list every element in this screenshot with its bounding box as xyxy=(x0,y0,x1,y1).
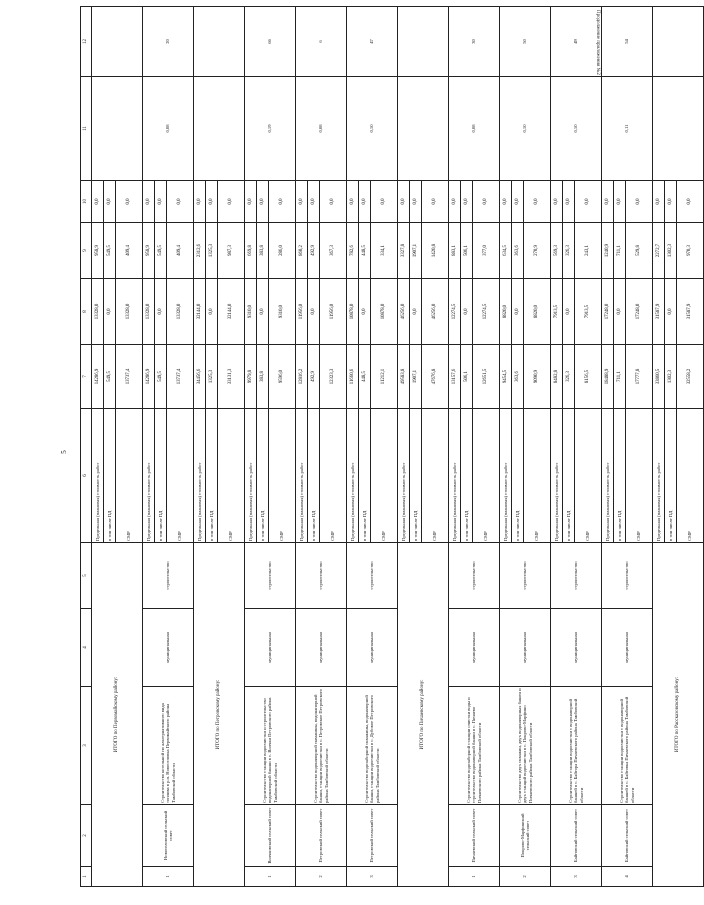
value-cell: 448,5 xyxy=(359,345,371,409)
object-name: Строительство водозаборной скважины, водонапорной башни, станции водоочистки в с. Дубовое Петровского района Тамбовской области xyxy=(347,687,398,805)
work-type: строительство xyxy=(449,543,500,609)
district-total-label: ИТОГО по Рассказовскому району: xyxy=(653,543,704,887)
ownership-type: муниципальная xyxy=(143,609,194,687)
indicator-cell: 30 xyxy=(449,7,500,77)
value-cell: 49583,8 xyxy=(398,345,410,409)
cost-type-label: в том числе ПД xyxy=(257,409,269,543)
value-cell: 549,5 xyxy=(155,223,167,279)
indicator-cell: 66 xyxy=(245,7,296,77)
value-cell: 549,5 xyxy=(104,345,116,409)
column-number: 3 xyxy=(81,687,92,805)
value-cell: 31587,9 xyxy=(677,279,704,345)
table-row xyxy=(398,7,410,887)
value-cell: 0,0 xyxy=(116,181,143,223)
district-total-label: ИТОГО по Первомайскому району: xyxy=(92,543,143,887)
value-cell: 1240,9 xyxy=(602,223,614,279)
value-cell: 0,0 xyxy=(602,181,614,223)
value-cell: 14286,9 xyxy=(92,345,104,409)
value-cell: 367,3 xyxy=(320,223,347,279)
object-name: Строительство водозаборной станции очистки воды и строительство водонапорной башни в с. Пичаево Пичаевского района Тамбовской области xyxy=(449,687,500,805)
cost-type-label: Предельная (плановая) стоимость работ xyxy=(449,409,461,543)
empty-cell xyxy=(194,7,245,77)
value-cell: 9979,8 xyxy=(245,345,257,409)
column-number: 10 xyxy=(81,181,92,223)
value-cell: 0,0 xyxy=(512,279,524,345)
value-cell: 2272,7 xyxy=(653,223,665,279)
column-number: 8 xyxy=(81,279,92,345)
settlement-name: Петровский сельский совет xyxy=(296,805,347,867)
cost-type-label: СМР xyxy=(167,409,194,543)
value-cell: 0,0 xyxy=(296,181,308,223)
value-cell: 12816,2 xyxy=(296,345,308,409)
value-cell: 0,0 xyxy=(512,181,524,223)
cost-type-label: в том числе ПД xyxy=(512,409,524,543)
table-row xyxy=(500,7,512,887)
value-cell: 634,5 xyxy=(500,223,512,279)
value-cell: 1302,3 xyxy=(665,223,677,279)
ownership-type: муниципальная xyxy=(602,609,653,687)
value-cell: 17248,0 xyxy=(626,279,653,345)
column-number: 6 xyxy=(81,409,92,543)
column-number: 11 xyxy=(81,77,92,181)
page-number: 5 xyxy=(59,450,68,454)
value-cell: 0,0 xyxy=(269,181,296,223)
cost-type-label: Предельная (плановая) стоимость работ xyxy=(92,409,104,543)
value-cell: 0,0 xyxy=(626,181,653,223)
value-cell: 32144,0 xyxy=(218,279,245,345)
value-cell: 13157,6 xyxy=(449,345,461,409)
construction-table xyxy=(80,6,704,887)
value-cell: 492,9 xyxy=(308,223,320,279)
value-cell: 34456,6 xyxy=(194,345,206,409)
cost-type-label: СМР xyxy=(269,409,296,543)
value-cell: 0,0 xyxy=(563,181,575,223)
value-cell: 0,0 xyxy=(614,181,626,223)
value-cell: 377,0 xyxy=(473,223,500,279)
value-cell: 383,8 xyxy=(257,223,269,279)
value-cell: 0,0 xyxy=(410,279,422,345)
value-cell: 782,6 xyxy=(347,223,359,279)
cost-type-label: СМР xyxy=(524,409,551,543)
value-cell: 9596,0 xyxy=(269,345,296,409)
ownership-type: муниципальная xyxy=(551,609,602,687)
object-name: Строительство станции водоочистки с водонапорной башней в с. Байговка Пичаевского района Тамбовской области xyxy=(602,687,653,805)
value-cell: 32144,0 xyxy=(194,279,206,345)
value-cell: 13328,0 xyxy=(167,279,194,345)
value-cell: 0,0 xyxy=(155,279,167,345)
cost-type-label: СМР xyxy=(677,409,704,543)
cost-type-label: Предельная (плановая) стоимость работ xyxy=(194,409,206,543)
cost-type-label: СМР xyxy=(422,409,449,543)
value-cell: 326,3 xyxy=(563,223,575,279)
value-cell: 46256,0 xyxy=(398,279,410,345)
table-row xyxy=(194,7,206,887)
value-cell: 0,0 xyxy=(308,279,320,345)
object-name: Строительство водонапорной скважины, водонапорной башни, станции водоочистки в с. Петровское Петровского района Тамбовской области xyxy=(296,687,347,805)
value-cell: 13328,0 xyxy=(143,279,155,345)
empty-cell xyxy=(398,77,449,181)
settlement-name: Байговский сельский совет xyxy=(551,805,602,867)
indicator-cell: 20 xyxy=(143,7,194,77)
indicator-cell: 54 xyxy=(602,7,653,77)
value-cell: 0,0 xyxy=(665,279,677,345)
value-cell: 0,0 xyxy=(665,181,677,223)
empty-cell xyxy=(92,77,143,181)
district-total-label: ИТОГО по Петровскому району: xyxy=(194,543,245,887)
value-cell: 506,1 xyxy=(461,223,473,279)
value-cell: 0,0 xyxy=(524,181,551,223)
value-cell: 669,8 xyxy=(245,223,257,279)
value-cell: 0,0 xyxy=(104,279,116,345)
value-cell: 32558,2 xyxy=(677,345,704,409)
cost-type-label: Предельная (плановая) стоимость работ xyxy=(296,409,308,543)
cost-type-label: СМР xyxy=(218,409,245,543)
value-cell: 286,0 xyxy=(269,223,296,279)
column-number: 1 xyxy=(81,867,92,887)
value-cell: 31587,9 xyxy=(653,279,665,345)
value-cell: 409,4 xyxy=(116,223,143,279)
value-cell: 0,0 xyxy=(218,181,245,223)
object-number: 3 xyxy=(551,867,602,887)
value-cell: 270,9 xyxy=(524,223,551,279)
value-cell: 0,0 xyxy=(410,181,422,223)
value-cell: 448,5 xyxy=(359,223,371,279)
value-cell: 0,0 xyxy=(473,181,500,223)
cost-type-label: в том числе ПД xyxy=(563,409,575,543)
object-number: 2 xyxy=(296,867,347,887)
value-cell: 363,6 xyxy=(512,345,524,409)
cost-type-label: в том числе ПД xyxy=(308,409,320,543)
value-cell: 46256,0 xyxy=(422,279,449,345)
value-cell: 8482,8 xyxy=(551,345,563,409)
value-cell: 0,0 xyxy=(155,181,167,223)
table-row xyxy=(143,7,155,887)
object-name: Строительство котельной по альтернативного вида топлива в р.п. Новоселовка Первомайского района Тамбовской области xyxy=(143,687,194,805)
value-cell: 0,0 xyxy=(347,181,359,223)
object-name: Строительство станции водоочистки и строительство водонапорной башни в с. Волчки Петровского района Тамбовской области xyxy=(245,687,296,805)
value-cell: 987,3 xyxy=(218,223,245,279)
cost-type-label: Предельная (плановая) стоимость работ xyxy=(551,409,563,543)
object-number: 1 xyxy=(143,867,194,887)
ownership-type: муниципальная xyxy=(296,609,347,687)
district-total-label: ИТОГО по Пичаевскому району: xyxy=(398,543,449,887)
value-cell: 14286,9 xyxy=(143,345,155,409)
cost-type-label: в том числе ПД xyxy=(614,409,626,543)
value-cell: 0,0 xyxy=(398,181,410,223)
cost-type-label: в том числе ПД xyxy=(155,409,167,543)
work-type: строительство xyxy=(551,543,602,609)
settlement-name: Новоселовский сельский совет xyxy=(143,805,194,867)
empty-cell xyxy=(653,7,704,77)
value-cell: 13328,0 xyxy=(92,279,104,345)
value-cell: 0,0 xyxy=(320,181,347,223)
indicator-cell: 0,10 xyxy=(347,77,398,181)
table-row xyxy=(551,7,563,887)
value-cell: 0,0 xyxy=(257,181,269,223)
indicator-cell: 0,10 xyxy=(500,77,551,181)
cost-type-label: СМР xyxy=(575,409,602,543)
value-cell: 2312,6 xyxy=(194,223,206,279)
cost-type-label: в том числе ПД xyxy=(410,409,422,543)
table-row xyxy=(602,7,614,887)
indicator-cell: 0,08 xyxy=(143,77,194,181)
value-cell: 12323,3 xyxy=(320,345,347,409)
indicator-cell: 6 xyxy=(296,7,347,77)
value-cell: 11212,1 xyxy=(371,345,398,409)
value-cell: 8820,0 xyxy=(524,279,551,345)
cost-type-label: СМР xyxy=(626,409,653,543)
value-cell: 0,0 xyxy=(167,181,194,223)
column-number: 4 xyxy=(81,609,92,687)
value-cell: 0,0 xyxy=(653,181,665,223)
value-cell: 383,8 xyxy=(257,345,269,409)
value-cell: 409,4 xyxy=(167,223,194,279)
value-cell: 0,0 xyxy=(245,181,257,223)
value-cell: 9310,0 xyxy=(245,279,257,345)
value-cell: 10878,0 xyxy=(347,279,359,345)
rotated-table-frame xyxy=(80,7,693,887)
value-cell: 970,3 xyxy=(677,223,704,279)
settlement-name: Пичаевский сельский совет xyxy=(449,805,500,867)
value-cell: 0,0 xyxy=(194,181,206,223)
table-body xyxy=(81,7,704,887)
indicator-cell: 50 xyxy=(500,7,551,77)
value-cell: 33131,3 xyxy=(218,345,245,409)
value-cell: 17777,8 xyxy=(626,345,653,409)
value-cell: 883,1 xyxy=(449,223,461,279)
value-cell: 0,0 xyxy=(500,181,512,223)
empty-cell xyxy=(398,7,449,77)
indicator-cell: 0,08 xyxy=(449,77,500,181)
settlement-name: Байговский сельский совет xyxy=(602,805,653,867)
work-type: строительство xyxy=(143,543,194,609)
column-number: 2 xyxy=(81,805,92,867)
value-cell: 0,0 xyxy=(206,181,218,223)
value-cell: 9090,9 xyxy=(524,345,551,409)
value-cell: 13737,4 xyxy=(116,345,143,409)
cost-type-label: СМР xyxy=(371,409,398,543)
value-cell: 0,0 xyxy=(422,181,449,223)
value-cell: 12274,5 xyxy=(473,279,500,345)
value-cell: 11956,0 xyxy=(320,279,347,345)
value-cell: 569,3 xyxy=(551,223,563,279)
work-type: строительство xyxy=(245,543,296,609)
value-cell: 363,6 xyxy=(512,223,524,279)
cost-type-label: СМР xyxy=(320,409,347,543)
value-cell: 1325,3 xyxy=(206,345,218,409)
cost-type-label: в том числе ПД xyxy=(665,409,677,543)
object-number: 1 xyxy=(245,867,296,887)
ownership-type: муниципальная xyxy=(347,609,398,687)
empty-cell xyxy=(194,77,245,181)
value-cell: 1325,3 xyxy=(206,223,218,279)
work-type: строительство xyxy=(602,543,653,609)
cost-type-label: Предельная (плановая) стоимость работ xyxy=(602,409,614,543)
object-number: 2 xyxy=(500,867,551,887)
value-cell: 958,9 xyxy=(92,223,104,279)
object-name: Строительство двух скважин, двух водонапорных башен и двух станций водоочистки в с. Покрово-Марфино Пичаевского района Тамбовской области xyxy=(500,687,551,805)
cost-type-label: Предельная (плановая) стоимость работ xyxy=(347,409,359,543)
cost-type-label: Предельная (плановая) стоимость работ xyxy=(245,409,257,543)
value-cell: 12274,5 xyxy=(449,279,461,345)
work-type: строительство xyxy=(347,543,398,609)
value-cell: 0,0 xyxy=(359,181,371,223)
cost-type-label: в том числе ПД xyxy=(104,409,116,543)
value-cell: 1907,1 xyxy=(410,345,422,409)
value-cell: 958,9 xyxy=(143,223,155,279)
indicator-cell: 47 xyxy=(347,7,398,77)
work-type: строительство xyxy=(500,543,551,609)
value-cell: 492,9 xyxy=(308,345,320,409)
appendix-label: Продолжение приложения №2 xyxy=(595,10,600,75)
settlement-name: Волчковский сельский совет xyxy=(245,805,296,867)
table-row xyxy=(81,7,92,887)
value-cell: 3327,8 xyxy=(398,223,410,279)
value-cell: 11660,6 xyxy=(347,345,359,409)
value-cell: 8820,0 xyxy=(500,279,512,345)
value-cell: 1420,8 xyxy=(422,223,449,279)
value-cell: 711,1 xyxy=(614,223,626,279)
value-cell: 0,0 xyxy=(677,181,704,223)
value-cell: 1907,1 xyxy=(410,223,422,279)
settlement-name: Петровский сельский совет xyxy=(347,805,398,867)
value-cell: 17248,0 xyxy=(602,279,614,345)
value-cell: 334,1 xyxy=(371,223,398,279)
value-cell: 0,0 xyxy=(551,181,563,223)
value-cell: 9310,0 xyxy=(269,279,296,345)
cost-type-label: СМР xyxy=(473,409,500,543)
value-cell: 0,0 xyxy=(614,279,626,345)
cost-type-label: Предельная (плановая) стоимость работ xyxy=(653,409,665,543)
value-cell: 860,2 xyxy=(296,223,308,279)
value-cell: 33860,5 xyxy=(653,345,665,409)
cost-type-label: в том числе ПД xyxy=(206,409,218,543)
table-row xyxy=(92,7,104,887)
value-cell: 11956,0 xyxy=(296,279,308,345)
cost-type-label: Предельная (плановая) стоимость работ xyxy=(500,409,512,543)
indicator-cell: 0,10 xyxy=(551,77,602,181)
value-cell: 8156,5 xyxy=(575,345,602,409)
value-cell: 0,0 xyxy=(359,279,371,345)
value-cell: 549,5 xyxy=(104,223,116,279)
table-row xyxy=(449,7,461,887)
value-cell: 0,0 xyxy=(461,279,473,345)
cost-type-label: в том числе ПД xyxy=(461,409,473,543)
value-cell: 7913,5 xyxy=(551,279,563,345)
value-cell: 711,1 xyxy=(614,345,626,409)
indicator-cell: 0,19 xyxy=(245,77,296,181)
value-cell: 13737,4 xyxy=(167,345,194,409)
value-cell: 0,0 xyxy=(143,181,155,223)
cost-type-label: Предельная (плановая) стоимость работ xyxy=(398,409,410,543)
value-cell: 506,1 xyxy=(461,345,473,409)
value-cell: 0,0 xyxy=(563,279,575,345)
value-cell: 47676,8 xyxy=(422,345,449,409)
column-number: 9 xyxy=(81,223,92,279)
value-cell: 18488,9 xyxy=(602,345,614,409)
table-row xyxy=(296,7,308,887)
value-cell: 0,0 xyxy=(206,279,218,345)
column-number: 5 xyxy=(81,543,92,609)
table-row xyxy=(245,7,257,887)
value-cell: 0,0 xyxy=(371,181,398,223)
value-cell: 7913,5 xyxy=(575,279,602,345)
value-cell: 13328,0 xyxy=(116,279,143,345)
value-cell: 549,5 xyxy=(155,345,167,409)
object-number: 1 xyxy=(449,867,500,887)
value-cell: 0,0 xyxy=(461,181,473,223)
value-cell: 529,8 xyxy=(626,223,653,279)
ownership-type: муниципальная xyxy=(245,609,296,687)
indicator-cell: 49 xyxy=(551,7,602,77)
cost-type-label: Предельная (плановая) стоимость работ xyxy=(143,409,155,543)
value-cell: 243,1 xyxy=(575,223,602,279)
value-cell: 0,0 xyxy=(257,279,269,345)
value-cell: 0,0 xyxy=(575,181,602,223)
table-row xyxy=(347,7,359,887)
value-cell: 0,0 xyxy=(92,181,104,223)
indicator-cell: 0,11 xyxy=(602,77,653,181)
value-cell: 0,0 xyxy=(449,181,461,223)
value-cell: 0,0 xyxy=(308,181,320,223)
column-number: 7 xyxy=(81,345,92,409)
value-cell: 9454,5 xyxy=(500,345,512,409)
work-type: строительство xyxy=(296,543,347,609)
empty-cell xyxy=(92,7,143,77)
ownership-type: муниципальная xyxy=(449,609,500,687)
object-number: 4 xyxy=(602,867,653,887)
empty-cell xyxy=(653,77,704,181)
value-cell: 326,3 xyxy=(563,345,575,409)
column-number: 12 xyxy=(81,7,92,77)
value-cell: 12651,5 xyxy=(473,345,500,409)
cost-type-label: в том числе ПД xyxy=(359,409,371,543)
value-cell: 0,0 xyxy=(104,181,116,223)
object-name: Строительство станции водоочистки с водонапорной башней в с. Байгора Пичаевского района Тамбовской области xyxy=(551,687,602,805)
value-cell: 10878,0 xyxy=(371,279,398,345)
ownership-type: муниципальная xyxy=(500,609,551,687)
value-cell: 1302,3 xyxy=(665,345,677,409)
cost-type-label: СМР xyxy=(116,409,143,543)
table-row xyxy=(653,7,665,887)
settlement-name: Покрово-Марфинский сельский совет xyxy=(500,805,551,867)
indicator-cell: 0,08 xyxy=(296,77,347,181)
object-number: 3 xyxy=(347,867,398,887)
